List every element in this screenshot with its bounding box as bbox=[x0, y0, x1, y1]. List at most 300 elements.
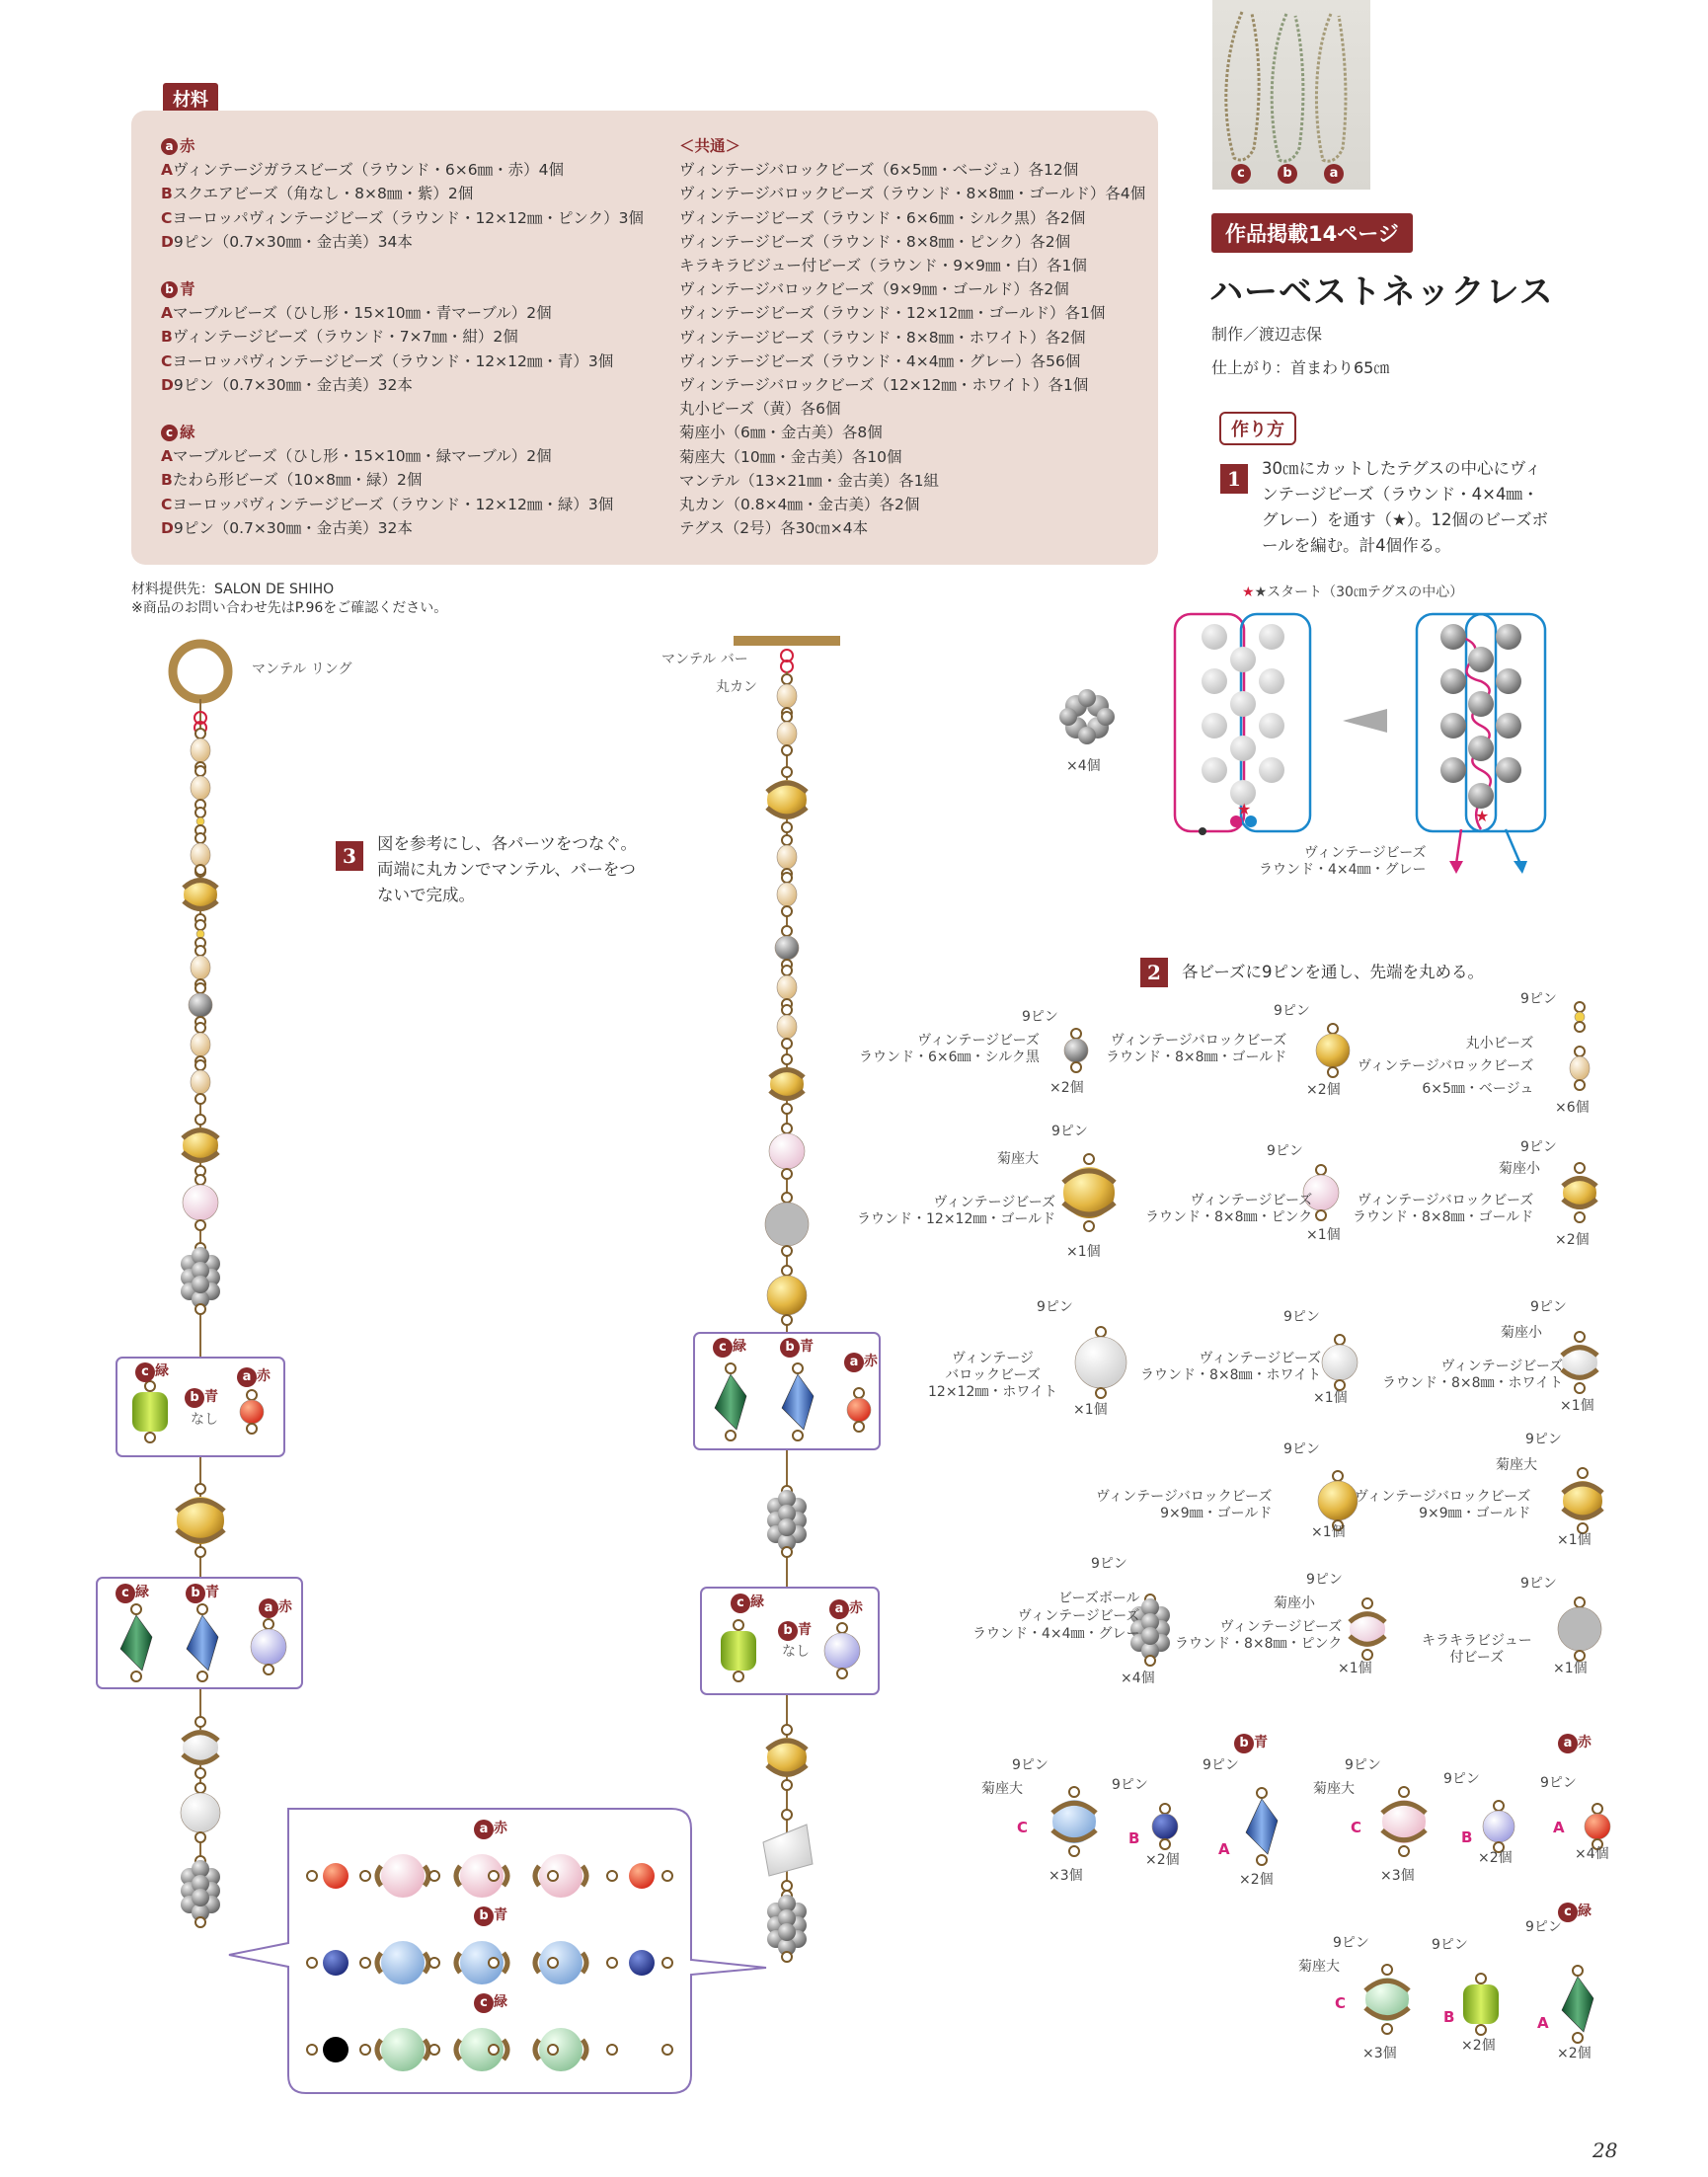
part-pin: 9ピン bbox=[1520, 991, 1557, 1007]
jump-ring bbox=[145, 1381, 155, 1391]
jump-ring bbox=[195, 1023, 205, 1033]
part-count: ×1個 bbox=[1553, 1661, 1588, 1676]
step-3-text: 図を参考にし、各パーツをつなぐ。両端に丸カンでマンテル、バーをつないで完成。 bbox=[377, 834, 638, 904]
part-count: ×2個 bbox=[1145, 1852, 1180, 1868]
box1-red: a 赤 bbox=[237, 1365, 271, 1387]
jump-ring bbox=[195, 808, 205, 817]
part-count: ×1個 bbox=[1338, 1661, 1372, 1676]
part-pin: 9ピン bbox=[1520, 1139, 1557, 1155]
part-letter: A bbox=[1537, 2014, 1549, 2032]
part-pin: 9ピン bbox=[1530, 1299, 1567, 1315]
bead bbox=[1570, 1056, 1590, 1080]
part-pin: 9ピン bbox=[1022, 1009, 1058, 1025]
part-count: ×1個 bbox=[1073, 1402, 1108, 1418]
jump-ring bbox=[1476, 1974, 1486, 1983]
part-cap: 菊座小 bbox=[1274, 1595, 1315, 1611]
seed-bead bbox=[1575, 1012, 1585, 1022]
box1-none: なし bbox=[191, 1412, 218, 1428]
part-name: ヴィンテージバロックビーズ ラウンド・8×8㎜・ゴールド bbox=[1353, 1193, 1534, 1225]
materials-left-column: a 赤 Aヴィンテージガラスビーズ（ラウンド・6×6㎜・赤）4個 Bスクエアビーズ（角なし・8×8㎜・紫）2個 Cヨーロッパヴィンテージビーズ（ラウンド・12×12㎜・ピンク）3個 D9ピン（0.7×30㎜・金古美）34本 b 青 Aマーブルビーズ（ひし形・15×10㎜・青マーブル）2個 Bヴィンテージビーズ（ラウンド・7×7㎜・紺）2個 Cヨーロッパヴィンテージビーズ（ラウンド・12×12㎜・青）3個 D9ピン（0.7×30㎜・金古美）32本 c 緑 Aマーブルビーズ（ひし形・15×10㎜・緑マーブル）2個 Bたわら形ビーズ（10×8㎜・緑）2個 Cヨーロッパヴィンテージビーズ（ラウンド・12×12㎜・緑）3個 D9ピン（0.7×30㎜・金古美）32本 bbox=[161, 134, 644, 540]
part-name: 丸小ビーズ ヴィンテージバロックビーズ 6×5㎜・ベージュ bbox=[1358, 1036, 1534, 1097]
jump-ring bbox=[1328, 1024, 1338, 1034]
jumpring-label: 丸カン bbox=[716, 679, 757, 695]
jump-ring bbox=[1362, 1650, 1372, 1660]
jump-ring bbox=[782, 712, 792, 722]
bead-ball bbox=[778, 1518, 796, 1536]
jump-ring bbox=[607, 1958, 617, 1968]
jump-ring bbox=[360, 2045, 370, 2055]
jump-ring bbox=[1069, 1787, 1079, 1797]
jump-ring bbox=[662, 2045, 672, 2055]
jump-ring bbox=[734, 1672, 743, 1681]
part-count: ×2個 bbox=[1306, 1082, 1341, 1098]
capped-bead-pink bbox=[539, 1854, 582, 1898]
jump-ring bbox=[195, 833, 205, 843]
end-bead bbox=[629, 1863, 655, 1889]
jump-ring bbox=[782, 1039, 792, 1049]
part-cap: 菊座大 bbox=[1496, 1457, 1537, 1473]
part-pin: 9ピン bbox=[1012, 1757, 1048, 1773]
variant-parts-green-label: c 緑 bbox=[1558, 1901, 1592, 1922]
step-2-text: 各ビーズに9ピンを通し、先端を丸める。 bbox=[1182, 963, 1485, 981]
part-name: ヴィンテージビーズ ラウンド・6×6㎜・シルク黒 bbox=[859, 1033, 1040, 1065]
jump-ring bbox=[1575, 1651, 1585, 1661]
jump-ring bbox=[782, 926, 792, 936]
jump-ring bbox=[1335, 1335, 1345, 1345]
part-pin: 9ピン bbox=[1525, 1919, 1562, 1935]
end-bead bbox=[323, 1950, 349, 1976]
part-pin: 9ピン bbox=[1283, 1309, 1320, 1325]
bead bbox=[191, 739, 210, 762]
badge-c: c bbox=[161, 425, 178, 441]
jump-ring bbox=[782, 822, 792, 832]
jump-ring bbox=[1575, 1002, 1585, 1012]
step1-bead-label: ヴィンテージビーズ ラウンド・4×4㎜・グレー bbox=[1259, 845, 1427, 878]
material-line: D9ピン（0.7×30㎜・金古美）32本 bbox=[161, 375, 413, 394]
capped-bead-green bbox=[381, 2028, 425, 2071]
jump-ring bbox=[195, 865, 205, 875]
jump-ring bbox=[1575, 1163, 1585, 1173]
jump-ring bbox=[1316, 1165, 1326, 1175]
red-bead bbox=[240, 1400, 264, 1424]
jump-ring bbox=[782, 745, 792, 755]
jump-ring bbox=[1362, 1598, 1372, 1608]
supplier-note: 材料提供先：SALON DE SHIHO ※商品のお問い合わせ先はP.96をご確認ください。 bbox=[131, 582, 448, 616]
part-count: ×2個 bbox=[1478, 1850, 1513, 1866]
jump-ring bbox=[782, 1193, 792, 1203]
jump-ring bbox=[1071, 1062, 1081, 1072]
finish-size: 仕上がり：首まわり65㎝ bbox=[1211, 358, 1390, 377]
part-letter: C bbox=[1017, 1819, 1029, 1836]
mantel-ring-icon bbox=[173, 644, 228, 699]
part-letter: C bbox=[1351, 1819, 1362, 1836]
jump-ring bbox=[1494, 1801, 1504, 1811]
jump-ring bbox=[307, 1871, 317, 1881]
bead-ball bbox=[192, 1276, 209, 1293]
lime-barrel-bead bbox=[721, 1631, 756, 1671]
jump-ring bbox=[197, 1672, 207, 1681]
part-count: ×1個 bbox=[1313, 1390, 1348, 1406]
box1-green: c 緑 bbox=[135, 1361, 169, 1382]
capped-bead-pink bbox=[381, 1854, 425, 1898]
svg-text:★: ★ bbox=[1237, 800, 1252, 818]
part-count: ×1個 bbox=[1306, 1227, 1341, 1243]
part-count: ×3個 bbox=[1048, 1868, 1083, 1884]
capped-bead-blue bbox=[381, 1941, 425, 1984]
jump-ring bbox=[195, 1304, 205, 1314]
jump-ring bbox=[662, 1958, 672, 1968]
jump-ring bbox=[607, 2045, 617, 2055]
part-pin: 9ピン bbox=[1091, 1556, 1127, 1572]
bead bbox=[1064, 1039, 1088, 1062]
material-line: Cヨーロッパヴィンテージビーズ（ラウンド・12×12㎜・青）3個 bbox=[161, 351, 614, 370]
bead-ball bbox=[778, 1923, 796, 1941]
jump-ring bbox=[195, 1832, 205, 1842]
jump-ring bbox=[1592, 1804, 1602, 1814]
part-name: ヴィンテージビーズ ラウンド・8×8㎜・ホワイト bbox=[1140, 1351, 1322, 1383]
part-name: ヴィンテージビーズ ラウンド・8×8㎜・ピンク bbox=[1145, 1193, 1313, 1225]
jump-ring bbox=[726, 1363, 736, 1373]
jump-ring bbox=[264, 1619, 273, 1629]
jump-ring bbox=[1578, 1468, 1588, 1478]
jump-ring bbox=[782, 1780, 792, 1790]
jump-ring bbox=[782, 906, 792, 916]
jump-ring bbox=[726, 1431, 736, 1440]
crystal-bead bbox=[765, 1203, 809, 1246]
jump-ring bbox=[782, 1315, 792, 1325]
part-count: ×3個 bbox=[1362, 2046, 1397, 2061]
part-pin: 9ピン bbox=[1037, 1299, 1073, 1315]
jump-ring bbox=[131, 1672, 141, 1681]
diamond-bead bbox=[1562, 1977, 1593, 2032]
jump-ring bbox=[548, 1958, 558, 1968]
bead bbox=[183, 1185, 218, 1220]
jump-ring bbox=[195, 1060, 205, 1070]
part-cap: 菊座大 bbox=[1313, 1781, 1355, 1797]
part-pin: 9ピン bbox=[1203, 1757, 1239, 1773]
jump-ring bbox=[195, 766, 205, 776]
part-letter: B bbox=[1128, 1829, 1140, 1847]
part-count: ×2個 bbox=[1461, 2038, 1496, 2054]
jump-ring bbox=[195, 1094, 205, 1104]
jump-ring bbox=[782, 1124, 792, 1133]
capped-bead-blue bbox=[539, 1941, 582, 1984]
jump-ring bbox=[782, 966, 792, 975]
jump-ring bbox=[197, 1604, 207, 1614]
jump-ring bbox=[548, 2045, 558, 2055]
part-cap: 菊座大 bbox=[981, 1781, 1023, 1797]
jump-ring bbox=[195, 1717, 205, 1727]
jump-ring bbox=[195, 1115, 205, 1125]
variant-parts-red-label: a 赤 bbox=[1558, 1732, 1592, 1753]
jump-ring bbox=[1071, 1029, 1081, 1039]
box2-red: a 赤 bbox=[259, 1596, 292, 1618]
end-bead bbox=[323, 1863, 349, 1889]
svg-text:★: ★ bbox=[1475, 807, 1490, 825]
jump-ring bbox=[782, 1547, 792, 1557]
bead bbox=[777, 883, 797, 906]
step1-start-label: ★★スタート（30㎝テグスの中心） bbox=[1242, 584, 1464, 600]
part-letter: B bbox=[1461, 1828, 1473, 1846]
part-pin: 9ピン bbox=[1333, 1935, 1369, 1951]
badge-b: b bbox=[161, 281, 178, 298]
baroque-bead bbox=[1075, 1337, 1126, 1388]
bead bbox=[191, 1033, 210, 1056]
part-name: ヴィンテージビーズ ラウンド・12×12㎜・ゴールド bbox=[857, 1195, 1056, 1227]
jump-ring bbox=[264, 1665, 273, 1674]
jump-ring bbox=[195, 983, 205, 993]
part-count: ×2個 bbox=[1239, 1872, 1274, 1888]
box4-red: a 赤 bbox=[829, 1597, 863, 1619]
jump-ring bbox=[1084, 1154, 1094, 1164]
part-name: ヴィンテージバロックビーズ 9×9㎜・ゴールド bbox=[1096, 1489, 1273, 1521]
jump-ring bbox=[195, 1768, 205, 1778]
baroque-bead bbox=[763, 1825, 813, 1876]
jump-ring bbox=[1399, 1846, 1409, 1856]
part-count: ×4個 bbox=[1575, 1846, 1609, 1862]
callout-green: c 緑 bbox=[474, 1991, 507, 2013]
jump-ring bbox=[1575, 1332, 1585, 1342]
bead bbox=[1152, 1814, 1178, 1839]
part-name: キラキラビジュー 付ビーズ bbox=[1422, 1633, 1532, 1666]
part-pin: 9ピン bbox=[1274, 1003, 1310, 1019]
jump-ring bbox=[793, 1363, 803, 1373]
part-name: ヴィンテージバロックビーズ 9×9㎜・ゴールド bbox=[1355, 1489, 1531, 1521]
lavender-bead bbox=[251, 1629, 286, 1665]
part-count: ×1個 bbox=[1066, 1244, 1101, 1260]
jump-ring bbox=[195, 1917, 205, 1927]
capped-bead-green bbox=[539, 2028, 582, 2071]
mantel-ring-label: マンテル リング bbox=[252, 661, 352, 677]
jump-ring bbox=[195, 1547, 205, 1557]
jump-ring bbox=[793, 1431, 803, 1440]
jump-ring bbox=[782, 1246, 792, 1256]
part-name: ビーズボール ヴィンテージビーズ ラウンド・4×4㎜・グレー bbox=[972, 1591, 1140, 1642]
bead bbox=[777, 722, 797, 745]
part-pin: 9ピン bbox=[1540, 1775, 1577, 1791]
jump-ring bbox=[782, 1266, 792, 1276]
part-name: ヴィンテージビーズ ラウンド・8×8㎜・ホワイト bbox=[1382, 1359, 1564, 1391]
part-count: ×2個 bbox=[1557, 2046, 1592, 2061]
jump-ring bbox=[131, 1604, 141, 1614]
jump-ring bbox=[1160, 1839, 1170, 1849]
beadball-count: ×4個 bbox=[1066, 758, 1101, 774]
step-1-number: 1 bbox=[1220, 464, 1248, 494]
jump-ring bbox=[1328, 1067, 1338, 1077]
material-line: Cヨーロッパヴィンテージビーズ（ラウンド・12×12㎜・緑）3個 bbox=[161, 495, 614, 513]
part-pin: 9ピン bbox=[1520, 1576, 1557, 1592]
step-3-number: 3 bbox=[336, 841, 363, 871]
howto-heading: 作り方 bbox=[1219, 412, 1296, 445]
box4-blue: b 青 bbox=[778, 1619, 812, 1641]
part-pin: 9ピン bbox=[1306, 1572, 1343, 1588]
jump-ring bbox=[195, 946, 205, 956]
jump-ring bbox=[782, 1952, 792, 1962]
part-name: ヴィンテージバロックビーズ ラウンド・8×8㎜・ゴールド bbox=[1106, 1033, 1287, 1065]
jump-ring bbox=[1573, 1966, 1583, 1976]
jump-ring bbox=[1096, 1327, 1106, 1337]
jump-ring bbox=[1316, 1210, 1326, 1220]
jump-ring bbox=[1335, 1380, 1345, 1390]
jump-ring bbox=[195, 920, 205, 930]
jump-ring bbox=[1476, 2025, 1486, 2035]
author: 制作／渡辺志保 bbox=[1211, 325, 1323, 344]
seed-bead bbox=[196, 817, 204, 825]
bead bbox=[1585, 1814, 1610, 1839]
part-pin: 9ピン bbox=[1267, 1143, 1303, 1159]
jump-ring bbox=[1575, 1383, 1585, 1393]
diamond-bead bbox=[1246, 1799, 1278, 1854]
material-line: Bヴィンテージビーズ（ラウンド・7×7㎜・紺）2個 bbox=[161, 328, 518, 347]
page-ref-tag: 作品掲載14ページ bbox=[1211, 213, 1413, 253]
jump-ring bbox=[1145, 1656, 1155, 1666]
part-letter: A bbox=[1218, 1840, 1230, 1858]
photo-badge-b: b bbox=[1278, 164, 1297, 184]
photo-badge-a: a bbox=[1324, 164, 1344, 184]
part-count: ×2個 bbox=[1555, 1232, 1590, 1248]
jump-ring bbox=[1382, 2024, 1392, 2034]
part-pin: 9ピン bbox=[1443, 1771, 1480, 1787]
bead-ball bbox=[1141, 1627, 1159, 1645]
jump-ring bbox=[1575, 1597, 1585, 1607]
jump-ring bbox=[782, 1810, 792, 1820]
jump-ring bbox=[782, 873, 792, 883]
part-count: ×4個 bbox=[1121, 1671, 1155, 1686]
jump-ring bbox=[1257, 1788, 1267, 1798]
jump-ring bbox=[429, 1958, 439, 1968]
jump-ring bbox=[782, 1169, 792, 1179]
jump-ring bbox=[429, 2045, 439, 2055]
page-title: ハーベストネックレス bbox=[1209, 272, 1554, 312]
box2-green: c 緑 bbox=[116, 1582, 149, 1603]
end-bead bbox=[323, 2037, 349, 2062]
jump-ring bbox=[489, 2045, 499, 2055]
jump-ring bbox=[429, 1871, 439, 1881]
lavender-bead bbox=[824, 1633, 860, 1669]
box4-none: なし bbox=[782, 1644, 810, 1660]
bead bbox=[1316, 1034, 1350, 1067]
variant-parts-blue-label: b 青 bbox=[1234, 1732, 1268, 1753]
jump-ring bbox=[1096, 1388, 1106, 1398]
part-name: ヴィンテージビーズ ラウンド・8×8㎜・ピンク bbox=[1175, 1619, 1343, 1652]
jump-ring bbox=[307, 2045, 317, 2055]
bead bbox=[191, 776, 210, 800]
material-line: Aヴィンテージガラスビーズ（ラウンド・6×6㎜・赤）4個 bbox=[161, 161, 564, 180]
part-count: ×2個 bbox=[1049, 1080, 1084, 1096]
material-line: Cヨーロッパヴィンテージビーズ（ラウンド・12×12㎜・ピンク）3個 bbox=[161, 208, 644, 227]
mantel-bar-icon bbox=[734, 636, 840, 646]
part-count: ×1個 bbox=[1560, 1398, 1594, 1414]
crystal-bead bbox=[1558, 1607, 1601, 1651]
jump-ring bbox=[782, 1725, 792, 1735]
callout-blue: b 青 bbox=[474, 1905, 507, 1926]
jump-ring bbox=[1399, 1787, 1409, 1797]
part-count: ×1個 bbox=[1311, 1524, 1346, 1540]
jump-ring bbox=[307, 1958, 317, 1968]
bead bbox=[1322, 1345, 1358, 1380]
part-letter: A bbox=[1553, 1819, 1565, 1836]
jump-ring bbox=[782, 674, 792, 684]
jump-ring bbox=[1575, 1047, 1585, 1056]
jump-ring bbox=[1575, 1080, 1585, 1090]
jump-ring bbox=[195, 1484, 205, 1494]
bead bbox=[777, 684, 797, 708]
jump-ring bbox=[1382, 1965, 1392, 1975]
jump-ring bbox=[195, 729, 205, 739]
jump-ring bbox=[782, 1054, 792, 1064]
part-pin: 9ピン bbox=[1525, 1432, 1562, 1447]
page-number: 28 bbox=[1592, 2138, 1618, 2162]
part-cap: 菊座小 bbox=[1501, 1325, 1542, 1341]
part-pin: 9ピン bbox=[1432, 1937, 1468, 1953]
box4-green: c 緑 bbox=[731, 1592, 764, 1613]
material-line: Bスクエアビーズ（角なし・8×8㎜・紫）2個 bbox=[161, 185, 474, 203]
jump-ring bbox=[1575, 1022, 1585, 1032]
part-cap: 菊座大 bbox=[997, 1151, 1039, 1167]
box3-green: c 緑 bbox=[713, 1336, 746, 1358]
box2-blue: b 青 bbox=[186, 1582, 219, 1603]
jump-ring bbox=[734, 1620, 743, 1630]
bead bbox=[769, 1133, 805, 1169]
part-count: ×3個 bbox=[1380, 1868, 1415, 1884]
callout-red: a 赤 bbox=[474, 1818, 507, 1839]
bead bbox=[1483, 1811, 1514, 1842]
material-line: Aマーブルビーズ（ひし形・15×10㎜・緑マーブル）2個 bbox=[161, 447, 552, 466]
bead bbox=[191, 956, 210, 979]
material-line: Aマーブルビーズ（ひし形・15×10㎜・青マーブル）2個 bbox=[161, 304, 552, 323]
lime-barrel-bead bbox=[1463, 1984, 1499, 2024]
jump-ring bbox=[360, 1871, 370, 1881]
part-pin: 9ピン bbox=[1345, 1757, 1381, 1773]
part-count: ×6個 bbox=[1555, 1100, 1590, 1116]
step-2-number: 2 bbox=[1140, 958, 1168, 987]
jump-ring bbox=[1333, 1471, 1343, 1481]
bead bbox=[777, 1015, 797, 1039]
red-bead bbox=[847, 1398, 871, 1422]
box1-blue: b 青 bbox=[185, 1386, 218, 1408]
jump-ring bbox=[1069, 1846, 1079, 1856]
bead-ball bbox=[192, 1889, 209, 1906]
bead bbox=[777, 845, 797, 869]
part-letter: C bbox=[1335, 1994, 1347, 2012]
step1-start-text: ★スタート（30㎝テグスの中心） bbox=[1254, 584, 1464, 600]
jump-ring bbox=[662, 1871, 672, 1881]
part-pin: 9ピン bbox=[1283, 1441, 1320, 1457]
mantel-bar-label: マンテル バー bbox=[661, 652, 748, 667]
material-line: D9ピン（0.7×30㎜・金古美）32本 bbox=[161, 518, 413, 537]
step-1-text: 30㎝にカットしたテグスの中心にヴィンテージビーズ（ラウンド・4×4㎜・グレー）を通す（★）。12個のビーズボールを編む。計4個作る。 bbox=[1262, 459, 1549, 555]
bead bbox=[191, 1070, 210, 1094]
box3-red: a 赤 bbox=[844, 1351, 878, 1372]
jump-ring bbox=[1160, 1804, 1170, 1814]
materials-common-column: ＜共通＞ ヴィンテージバロックビーズ（6×5㎜・ベージュ）各12個 ヴィンテージバロックビーズ（ラウンド・8×8㎜・ゴールド）各4個 ヴィンテージビーズ（ラウンド・6×6㎜・シルク黒）各2個 ヴィンテージビーズ（ラウンド・8×8㎜・ピンク）各2個 キラキラビジュー付ビーズ（ラウンド・9×9㎜・白）各1個 ヴィンテージバロックビーズ（9×9㎜・ゴールド）各2個 ヴィンテージビーズ（ラウンド・12×12㎜・ゴールド）各1個 ヴィンテージビーズ（ラウンド・8×8㎜・ホワイト）各2個 ヴィンテージビーズ（ラウンド・4×4㎜・グレー）各56個 ヴィンテージバロックビーズ（12×12㎜・ホワイト）各1個 丸小ビーズ（黄）各6個 菊座小（6㎜・金古美）各8個 菊座大（10㎜・金古美）各10個 マンテル（13×21㎜・金古美）各1組 丸カン（0.8×4㎜・金古美）各2個 テグス（2号）各30㎝×4本 bbox=[679, 137, 1146, 538]
material-line: D9ピン（0.7×30㎜・金古美）34本 bbox=[161, 232, 413, 251]
jump-ring bbox=[1257, 1855, 1267, 1865]
part-pin: 9ピン bbox=[1112, 1777, 1148, 1793]
jump-ring bbox=[195, 1175, 205, 1185]
jump-ring bbox=[489, 1958, 499, 1968]
bead bbox=[189, 993, 212, 1017]
lime-barrel-bead bbox=[132, 1392, 168, 1432]
bead bbox=[181, 1793, 220, 1832]
part-name: ヴィンテージ バロックビーズ 12×12㎜・ホワイト bbox=[928, 1351, 1057, 1400]
badge-a: a bbox=[161, 138, 178, 155]
box3-blue: b 青 bbox=[780, 1336, 814, 1358]
part-cap: 菊座小 bbox=[1499, 1161, 1540, 1177]
bead bbox=[1318, 1481, 1358, 1520]
end-bead bbox=[629, 1950, 655, 1976]
jump-ring bbox=[782, 835, 792, 845]
